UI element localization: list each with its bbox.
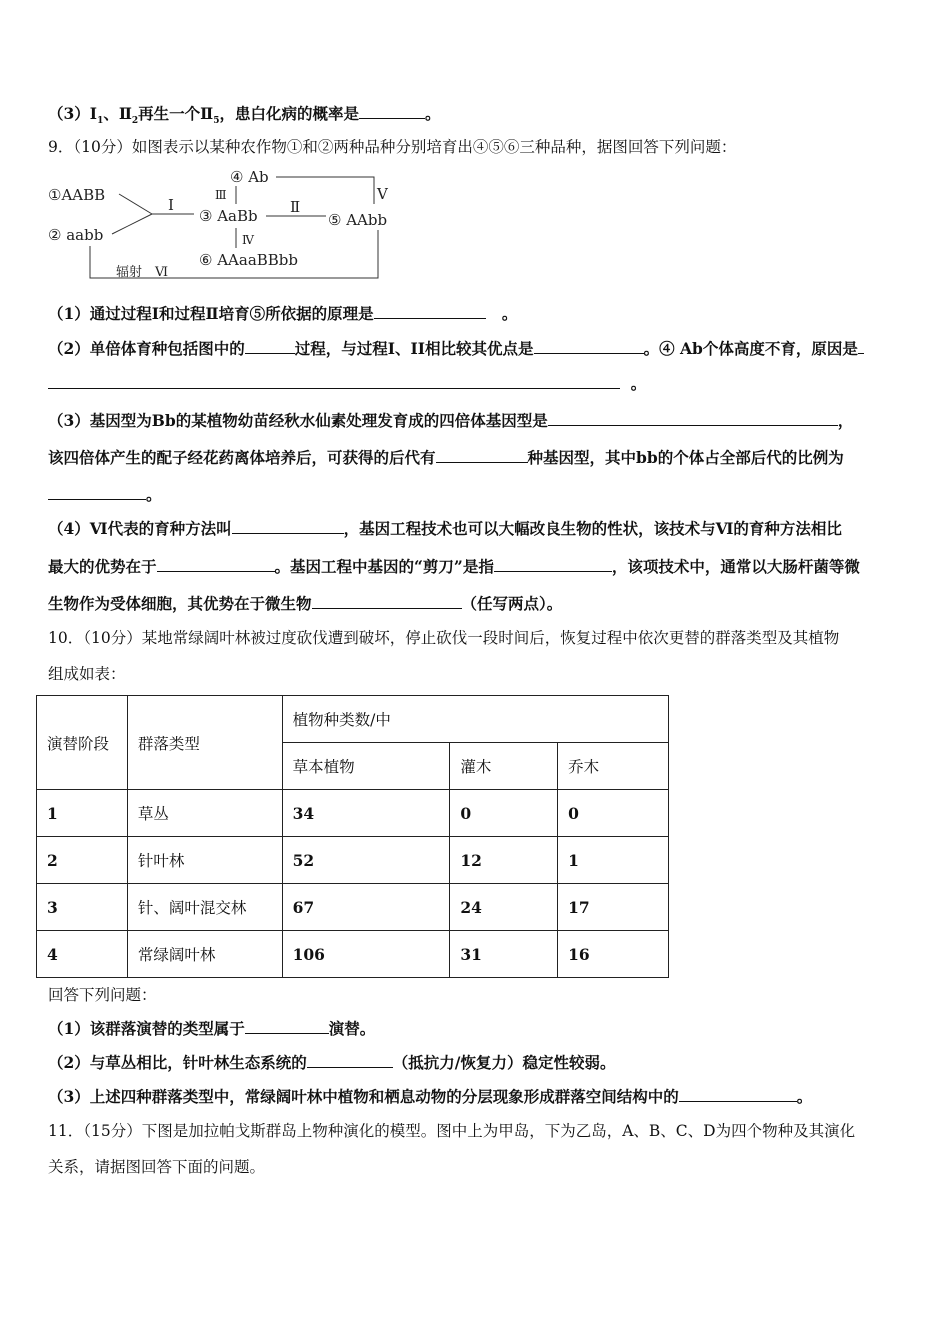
q9-part3-end: 。 (48, 483, 162, 506)
answer-blank[interactable] (48, 372, 620, 389)
q10-part1: （1）该群落演替的类型属于 演替。 (48, 1019, 376, 1038)
q10-answer-prompt: 回答下列问题： (48, 986, 157, 1004)
node-2: ② aabb (48, 226, 104, 244)
q10-part2: （2）与草丛相比，针叶林生态系统的 （抵抗力/恢复力）稳定性较弱。 (48, 1053, 616, 1072)
label-VI: 辐射 Ⅵ (116, 265, 169, 280)
answer-blank[interactable] (245, 337, 295, 354)
answer-blank[interactable] (548, 409, 838, 426)
q9-part1: （1）通过过程Ⅰ和过程Ⅱ培育⑤所依据的原理是 。 (48, 304, 518, 323)
answer-blank[interactable] (679, 1085, 797, 1102)
header-shrub: 灌木 (450, 743, 558, 790)
node-6: ⑥ AAaaBBbb (199, 251, 299, 269)
header-type: 群落类型 (127, 696, 282, 790)
node-1: ①AABB (48, 186, 106, 204)
q11-stem-cont: 关系，请据图回答下面的问题。 (48, 1158, 266, 1176)
breeding-diagram (44, 168, 404, 288)
q11-stem: 11．（15分）下图是加拉帕戈斯群岛上物种演化的模型。图中上为甲岛，下为乙岛，A、B、C、D为四个物种及其演化 (48, 1122, 856, 1140)
answer-blank[interactable] (374, 302, 486, 319)
community-table (36, 695, 669, 978)
answer-blank[interactable] (858, 337, 864, 354)
answer-blank[interactable] (48, 483, 146, 500)
label-I: I (168, 196, 174, 214)
answer-blank[interactable] (245, 1017, 329, 1034)
q9-stem: 9．（10分）如图表示以某种农作物①和②两种品种分别培育出④⑤⑥三种品种，据图回答下列问题： (48, 138, 737, 156)
node-5: ⑤ AAbb (328, 211, 388, 229)
answer-blank[interactable] (436, 446, 528, 463)
label-II: Ⅱ (290, 198, 301, 216)
q9-part4-end: 生物作为受体细胞，其优势在于微生物 （任写两点）。 (48, 594, 563, 613)
label-III: Ⅲ (215, 188, 227, 202)
answer-blank[interactable] (307, 1051, 393, 1068)
header-tree: 乔木 (558, 743, 669, 790)
q9-part2: （2）单倍体育种包括图中的 过程，与过程I、II相比较其优点是 。④ Ab个体高度不育，原因是 (48, 337, 864, 360)
header-species: 植物种类数/中 (282, 696, 668, 743)
line-1-to-I (119, 194, 152, 214)
q9-part4-cont: 最大的优势在于 。基因工程中基因的“剪刀”是指 ，该项技术中，通常以大肠杆菌等微 (48, 557, 860, 576)
q9-part3: （3）基因型为Bb的某植物幼苗经秋水仙素处理发育成的四倍体基因型是 ， (48, 411, 854, 430)
answer-blank[interactable] (534, 337, 644, 354)
table-row: 4 常绿阔叶林 106 31 16 (37, 931, 669, 978)
q8-part3: $(3)Ⅰ_1$、$Ⅱ_2$再生一个$Ⅱ_5$，患白化病的概率是 。 (48, 104, 441, 127)
q10-part3: （3）上述四种群落类型中，常绿阔叶林中植物和栖息动物的分层现象形成群落空间结构中的 。 (48, 1087, 813, 1106)
q10-stem-cont: 组成如表： (48, 665, 126, 683)
label-V: V (377, 185, 388, 203)
q9-part4: （4）Ⅵ代表的育种方法叫 ，基因工程技术也可以大幅改良生物的性状，该技术与Ⅵ的育种方法相比 (48, 519, 842, 538)
node-4: ④ Ab (230, 168, 269, 186)
answer-blank[interactable] (157, 555, 275, 572)
label-IV: Ⅳ (242, 233, 254, 247)
q9-part2-cont: 。 (48, 372, 646, 395)
answer-blank[interactable] (359, 102, 425, 119)
line-2-to-I (112, 214, 152, 234)
table-row: 1 草丛 34 0 0 (37, 790, 669, 837)
q10-stem: 10．（10分）某地常绿阔叶林被过度砍伐遭到破坏，停止砍伐一段时间后，恢复过程中依次更替的群落类型及其植物 (48, 629, 840, 647)
header-stage: 演替阶段 (37, 696, 128, 790)
node-3: ③ AaBb (199, 207, 258, 225)
q9-part3-cont: 该四倍体产生的配子经花药离体培养后，可获得的后代有 种基因型，其中bb的个体占全部后代的比例为 (48, 448, 844, 467)
answer-blank[interactable] (312, 592, 462, 609)
header-herb: 草本植物 (282, 743, 450, 790)
answer-blank[interactable] (494, 555, 612, 572)
table-row: 2 针叶林 52 12 1 (37, 837, 669, 884)
table-row: 3 针、阔叶混交林 67 24 17 (37, 884, 669, 931)
answer-blank[interactable] (232, 517, 344, 534)
